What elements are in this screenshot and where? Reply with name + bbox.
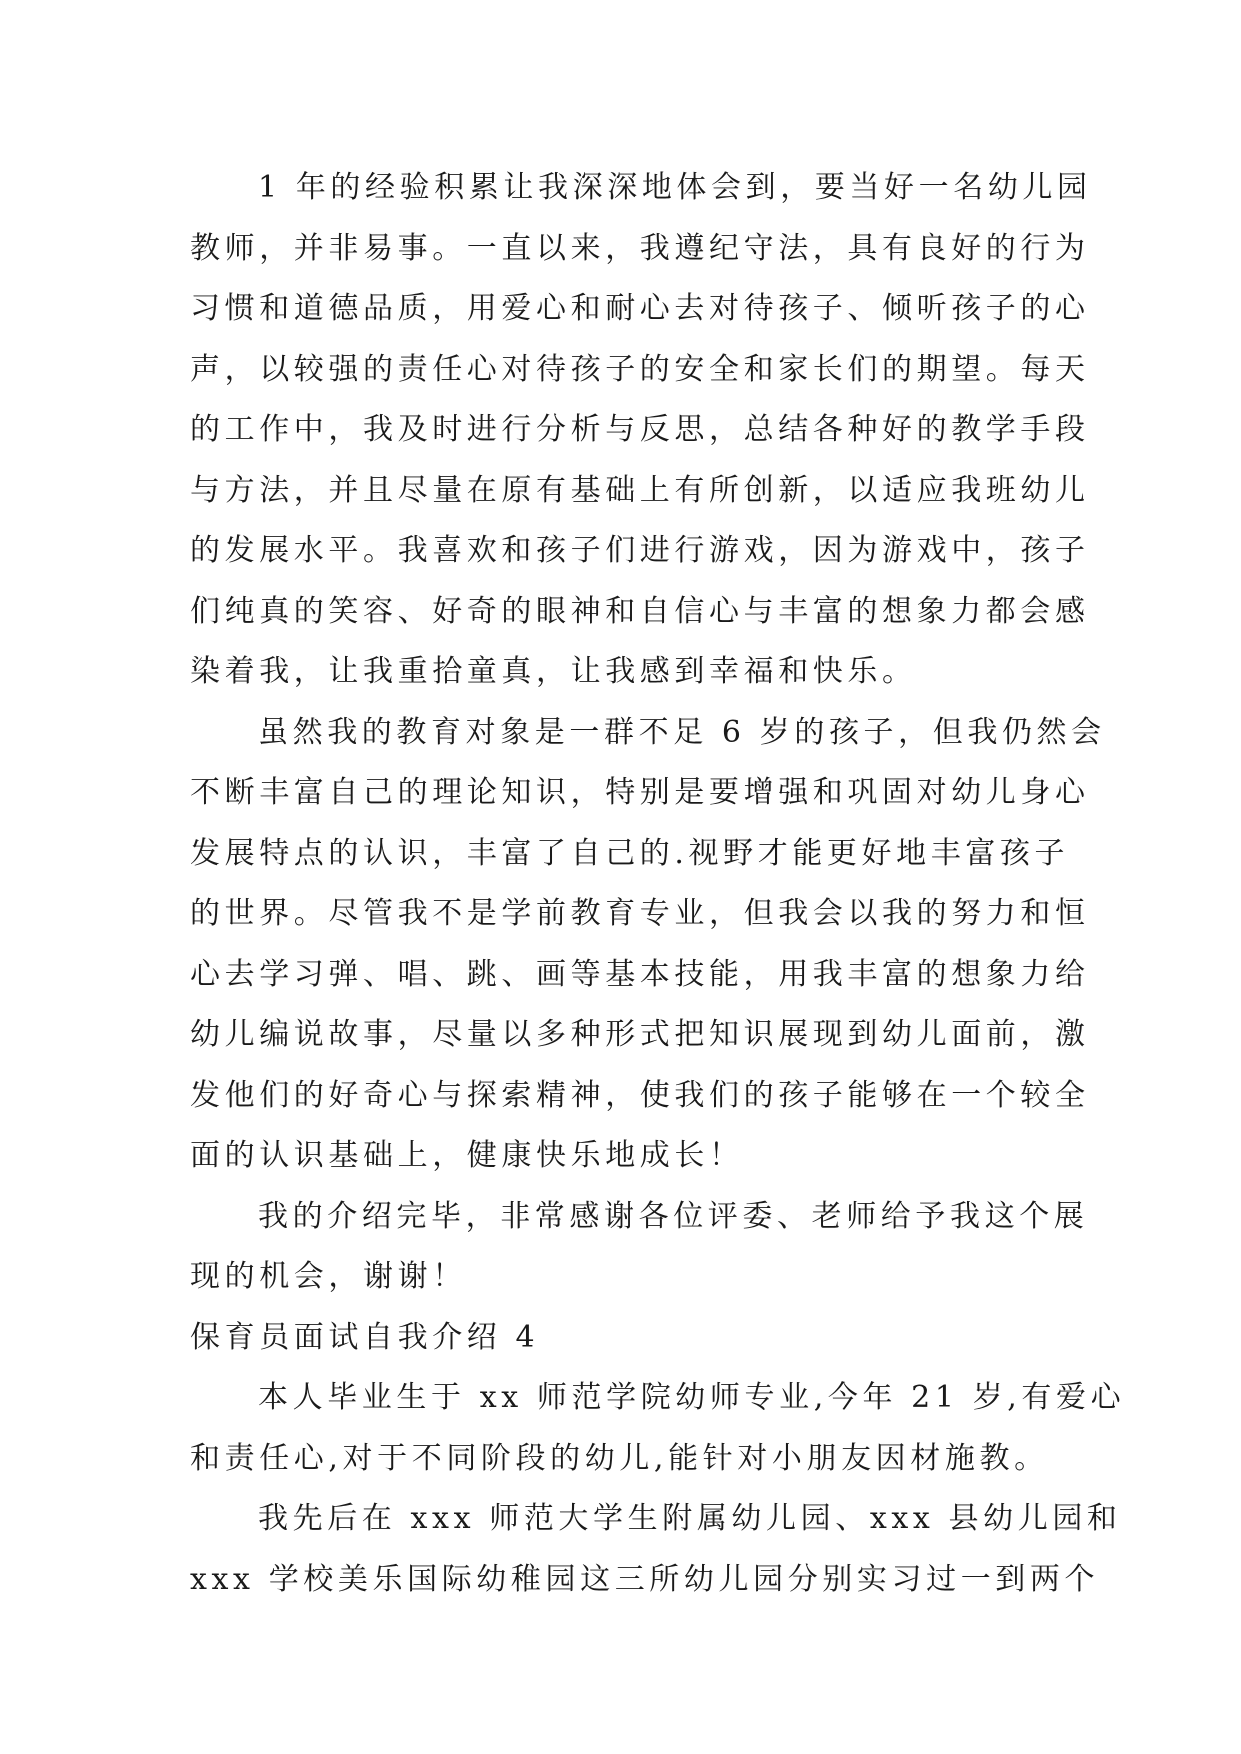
text-line: 们纯真的笑容、好奇的眼神和自信心与丰富的想象力都会感: [190, 593, 1090, 629]
text-line: 发他们的好奇心与探索精神，使我们的孩子能够在一个较全: [190, 1077, 1090, 1113]
text-line: 和责任心,对于不同阶段的幼儿,能针对小朋友因材施教。: [190, 1440, 1049, 1476]
text-line: 习惯和道德品质，用爱心和耐心去对待孩子、倾听孩子的心: [190, 291, 1090, 326]
text-line: 与方法，并且尽量在原有基础上有所创新，以适应我班幼儿: [190, 472, 1090, 508]
text-line: 不断丰富自己的理论知识，特别是要增强和巩固对幼儿身心: [190, 775, 1090, 810]
document-body: [190, 158, 1126, 1610]
section-heading: 保育员面试自我介绍 4: [190, 1319, 540, 1355]
text-line: 虽然我的教育对象是一群不足 6 岁的孩子，但我仍然会: [258, 714, 1106, 750]
text-line: 我的介绍完毕，非常感谢各位评委、老师给予我这个展: [258, 1198, 1089, 1234]
text-line: 的发展水平。我喜欢和孩子们进行游戏，因为游戏中，孩子: [190, 533, 1090, 568]
text-line: 教师，并非易事。一直以来，我遵纪守法，具有良好的行为: [190, 230, 1090, 266]
text-line: 的世界。尽管我不是学前教育专业，但我会以我的努力和恒: [190, 896, 1090, 931]
text-line: 现的机会，谢谢！: [190, 1259, 467, 1294]
text-line: 的工作中，我及时进行分析与反思，总结各种好的教学手段: [190, 412, 1090, 447]
text-line: 本人毕业生于 xx 师范学院幼师专业,今年 21 岁,有爱心: [258, 1380, 1126, 1415]
text-line: 声，以较强的责任心对待孩子的安全和家长们的期望。每天: [190, 351, 1090, 387]
text-line: 幼儿编说故事，尽量以多种形式把知识展现到幼儿面前，激: [190, 1017, 1090, 1052]
text-line: 染着我，让我重拾童真，让我感到幸福和快乐。: [190, 654, 917, 689]
text-line: 发展特点的认识，丰富了自己的.视野才能更好地丰富孩子: [190, 835, 1070, 871]
text-line: 我先后在 xxx 师范大学生附属幼儿园、xxx 县幼儿园和: [258, 1501, 1122, 1536]
text-line: 心去学习弹、唱、跳、画等基本技能，用我丰富的想象力给: [190, 956, 1090, 992]
text-line: xxx 学校美乐国际幼稚园这三所幼儿园分别实习过一到两个: [190, 1561, 1100, 1597]
text-line: 面的认识基础上，健康快乐地成长！: [190, 1138, 744, 1173]
text-line: 1 年的经验积累让我深深地体会到，要当好一名幼儿园: [258, 170, 1092, 205]
